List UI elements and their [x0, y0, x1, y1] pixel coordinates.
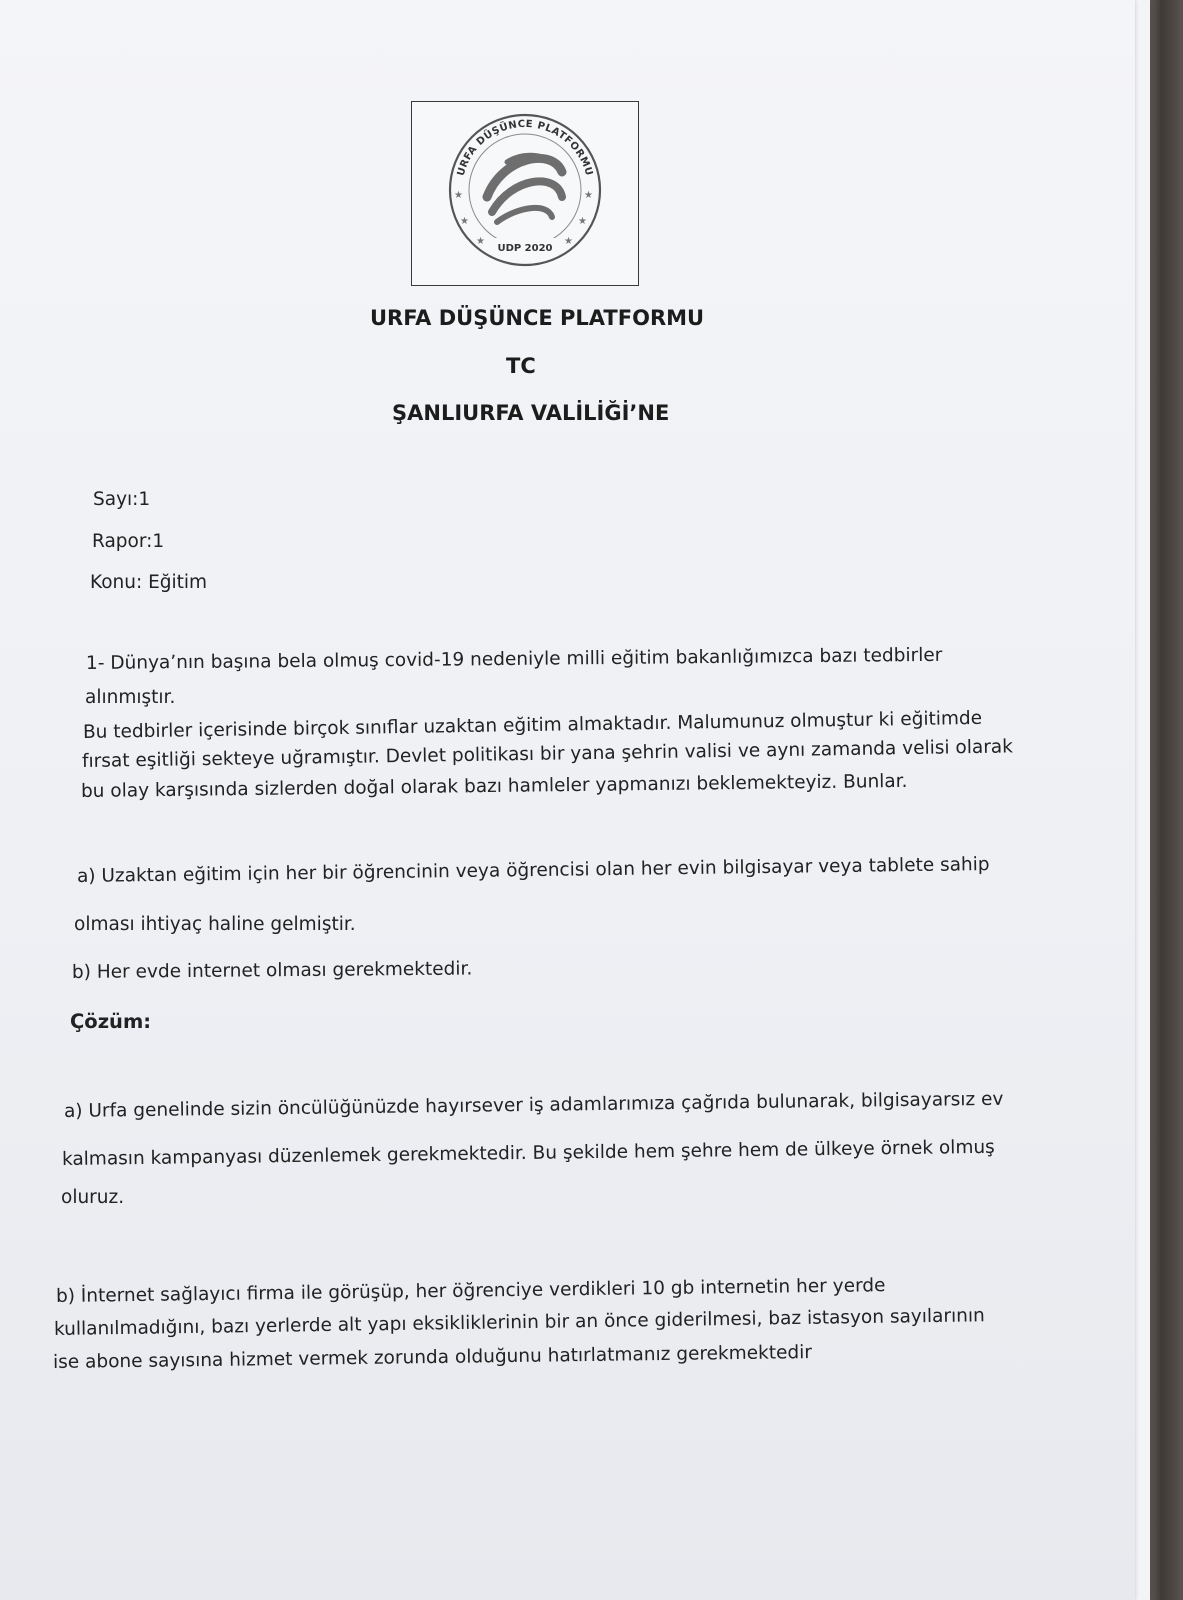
paragraph-2-line-2: fırsat eşitliği sekteye uğramıştır. Devlet politikası bir yana şehrin valisi ve aynı zamanda velisi olarak: [81, 736, 1014, 772]
meta-konu: Konu: Eğitim: [90, 572, 208, 593]
solution-a-line-2: kalmasın kampanyası düzenlemek gerekmektedir. Bu şekilde hem şehre hem de ülkeye örnek olmuş: [61, 1136, 995, 1170]
paragraph-2-line-3: bu olay karşısında sizlerden doğal olarak bazı hamleler yapmanızı beklemekteyiz. Bunlar.: [80, 770, 908, 802]
logo-ring-text: URFA DÜŞÜNCE PLATFORMU: [455, 118, 595, 178]
svg-text:★: ★: [454, 190, 463, 201]
meta-sayi: Sayı:1: [93, 489, 151, 510]
solution-b-line-3: ise abone sayısına hizmet vermek zorunda olduğunu hatırlatmanız gerekmektedir: [52, 1342, 813, 1373]
svg-text:★: ★: [584, 190, 593, 201]
addressee-title: ŞANLIURFA VALİLİĞİ’NE: [392, 401, 670, 425]
need-b-line: b) Her evde internet olması gerekmektedir.: [71, 958, 473, 983]
need-a-line-2: olması ihtiyaç haline gelmiştir.: [74, 914, 356, 935]
globe-seal-icon: [412, 102, 638, 285]
meta-rapor: Rapor:1: [92, 531, 165, 552]
tc-title: TC: [506, 354, 536, 378]
paragraph-1-line-1: 1- Dünya’nın başına bela olmuş covid-19 nedeniyle milli eğitim bakanlığımızca bazı tedbirler: [85, 644, 943, 674]
solution-a-line-3: oluruz.: [61, 1187, 125, 1208]
solution-a-line-1: a) Urfa genelinde sizin öncülüğünüzde hayırsever iş adamlarımıza çağrıda bulunarak, bilgisayarsız ev: [63, 1088, 1004, 1122]
solution-b-line-1: b) İnternet sağlayıcı firma ile görüşüp, her öğrenciye verdikleri 10 gb internetin her yerde: [55, 1275, 886, 1307]
logo-badge-text: UDP 2020: [497, 243, 553, 254]
solution-heading: Çözüm:: [70, 1010, 152, 1033]
svg-text:★: ★: [564, 236, 573, 247]
logo-frame: [411, 101, 639, 286]
svg-text:★: ★: [460, 216, 469, 227]
svg-text:★: ★: [578, 216, 587, 227]
svg-text:★: ★: [476, 236, 485, 247]
paragraph-2-line-1: Bu tedbirler içerisinde birçok sınıflar uzaktan eğitim almaktadır. Malumunuz olmuştur ki eğitimde: [82, 707, 983, 743]
need-a-line-1: a) Uzaktan eğitim için her bir öğrencinin veya öğrencisi olan her evin bilgisayar veya tablete sahip: [76, 854, 990, 887]
svg-text:URFA DÜŞÜNCE PLATFORMU: [456, 118, 595, 177]
desk-background: [1147, 0, 1183, 1600]
paragraph-1-line-2: alınmıştır.: [85, 687, 176, 708]
org-title: URFA DÜŞÜNCE PLATFORMU: [370, 306, 705, 330]
solution-b-line-2: kullanılmadığını, bazı yerlerde alt yapı eksikliklerinin bir an önce giderilmesi, baz istasyon sayılarının: [53, 1305, 985, 1340]
